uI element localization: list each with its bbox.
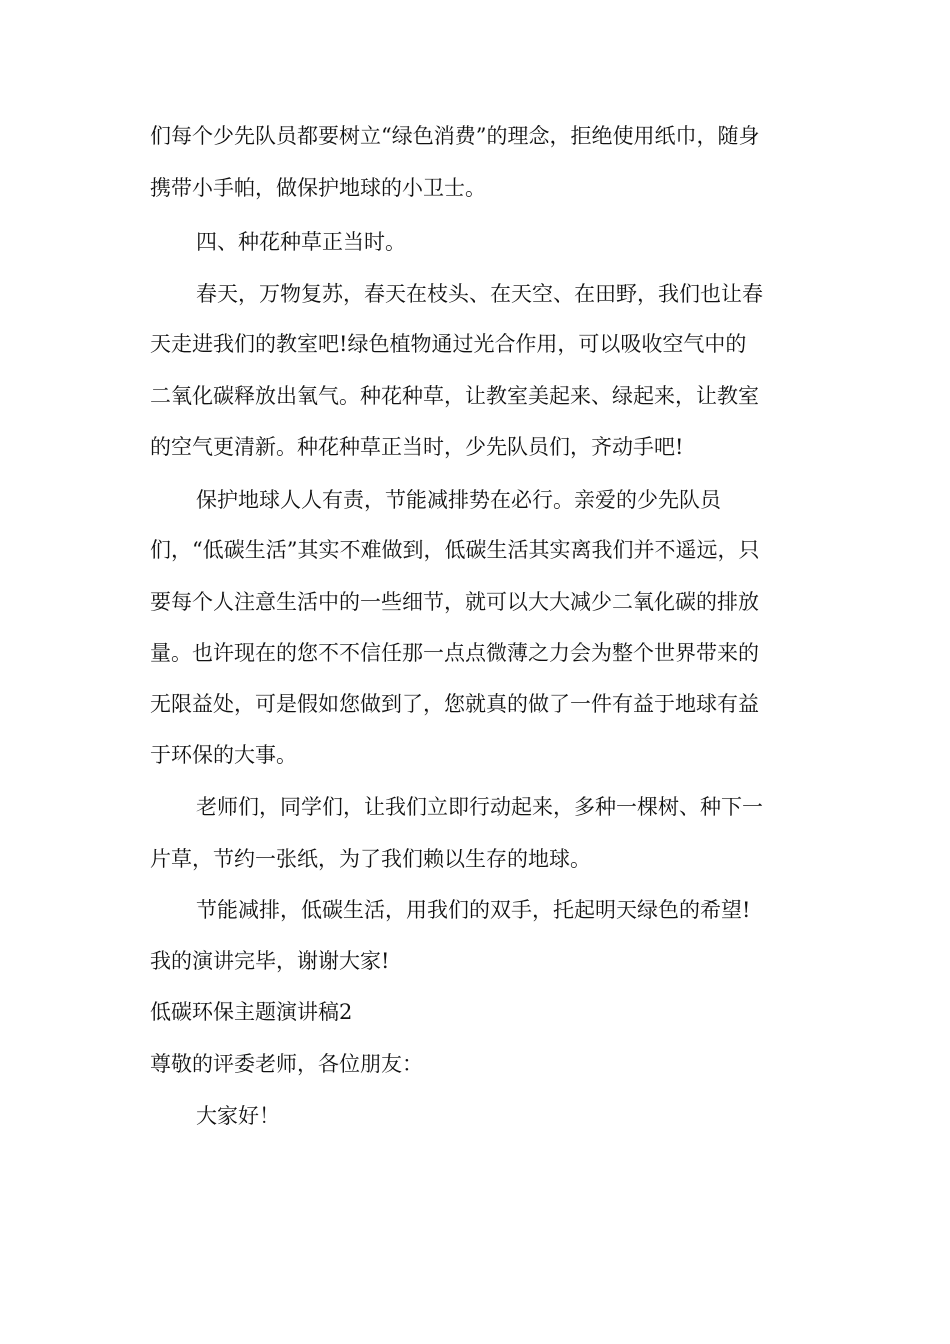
text-line: 节能减排，低碳生活，用我们的双手，托起明天绿色的希望! bbox=[196, 898, 751, 922]
text-line: 我的演讲完毕，谢谢大家! bbox=[150, 949, 390, 973]
text-line: 们，“低碳生活”其实不难做到，低碳生活其实离我们并不遥远，只 bbox=[150, 538, 760, 562]
text-line: 要每个人注意生活中的一些细节，就可以大大减少二氧化碳的排放 bbox=[150, 590, 759, 614]
text-line: 保护地球人人有责，节能减排势在必行。亲爱的少先队员 bbox=[196, 488, 721, 512]
text-line: 片草，节约一张纸，为了我们赖以生存的地球。 bbox=[150, 847, 591, 871]
text-line: 于环保的大事。 bbox=[150, 743, 297, 767]
text-line: 天走进我们的教室吧!绿色植物通过光合作用，可以吸收空气中的 bbox=[150, 332, 747, 356]
text-line: 量。也许现在的您不不信任那一点点微薄之力会为整个世界带来的 bbox=[150, 641, 759, 665]
greeting: 大家好！ bbox=[196, 1104, 280, 1128]
section-heading: 四、种花种草正当时。 bbox=[196, 230, 406, 254]
text-line: 们每个少先队员都要树立“绿色消费”的理念，拒绝使用纸巾，随身 bbox=[150, 124, 760, 148]
salutation: 尊敬的评委老师，各位朋友： bbox=[150, 1052, 423, 1076]
text-line: 的空气更清新。种花种草正当时，少先队员们，齐动手吧! bbox=[150, 435, 684, 459]
text-line: 无限益处，可是假如您做到了，您就真的做了一件有益于地球有益 bbox=[150, 692, 759, 716]
document-title: 低碳环保主题演讲稿2 bbox=[150, 1000, 353, 1024]
text-line: 春天，万物复苏，春天在枝头、在天空、在田野，我们也让春 bbox=[196, 282, 763, 306]
text-line: 携带小手帕，做保护地球的小卫士。 bbox=[150, 176, 486, 200]
text-line: 老师们，同学们，让我们立即行动起来，多种一棵树、种下一 bbox=[196, 795, 763, 819]
text-line: 二氧化碳释放出氧气。种花种草，让教室美起来、绿起来，让教室 bbox=[150, 384, 759, 408]
